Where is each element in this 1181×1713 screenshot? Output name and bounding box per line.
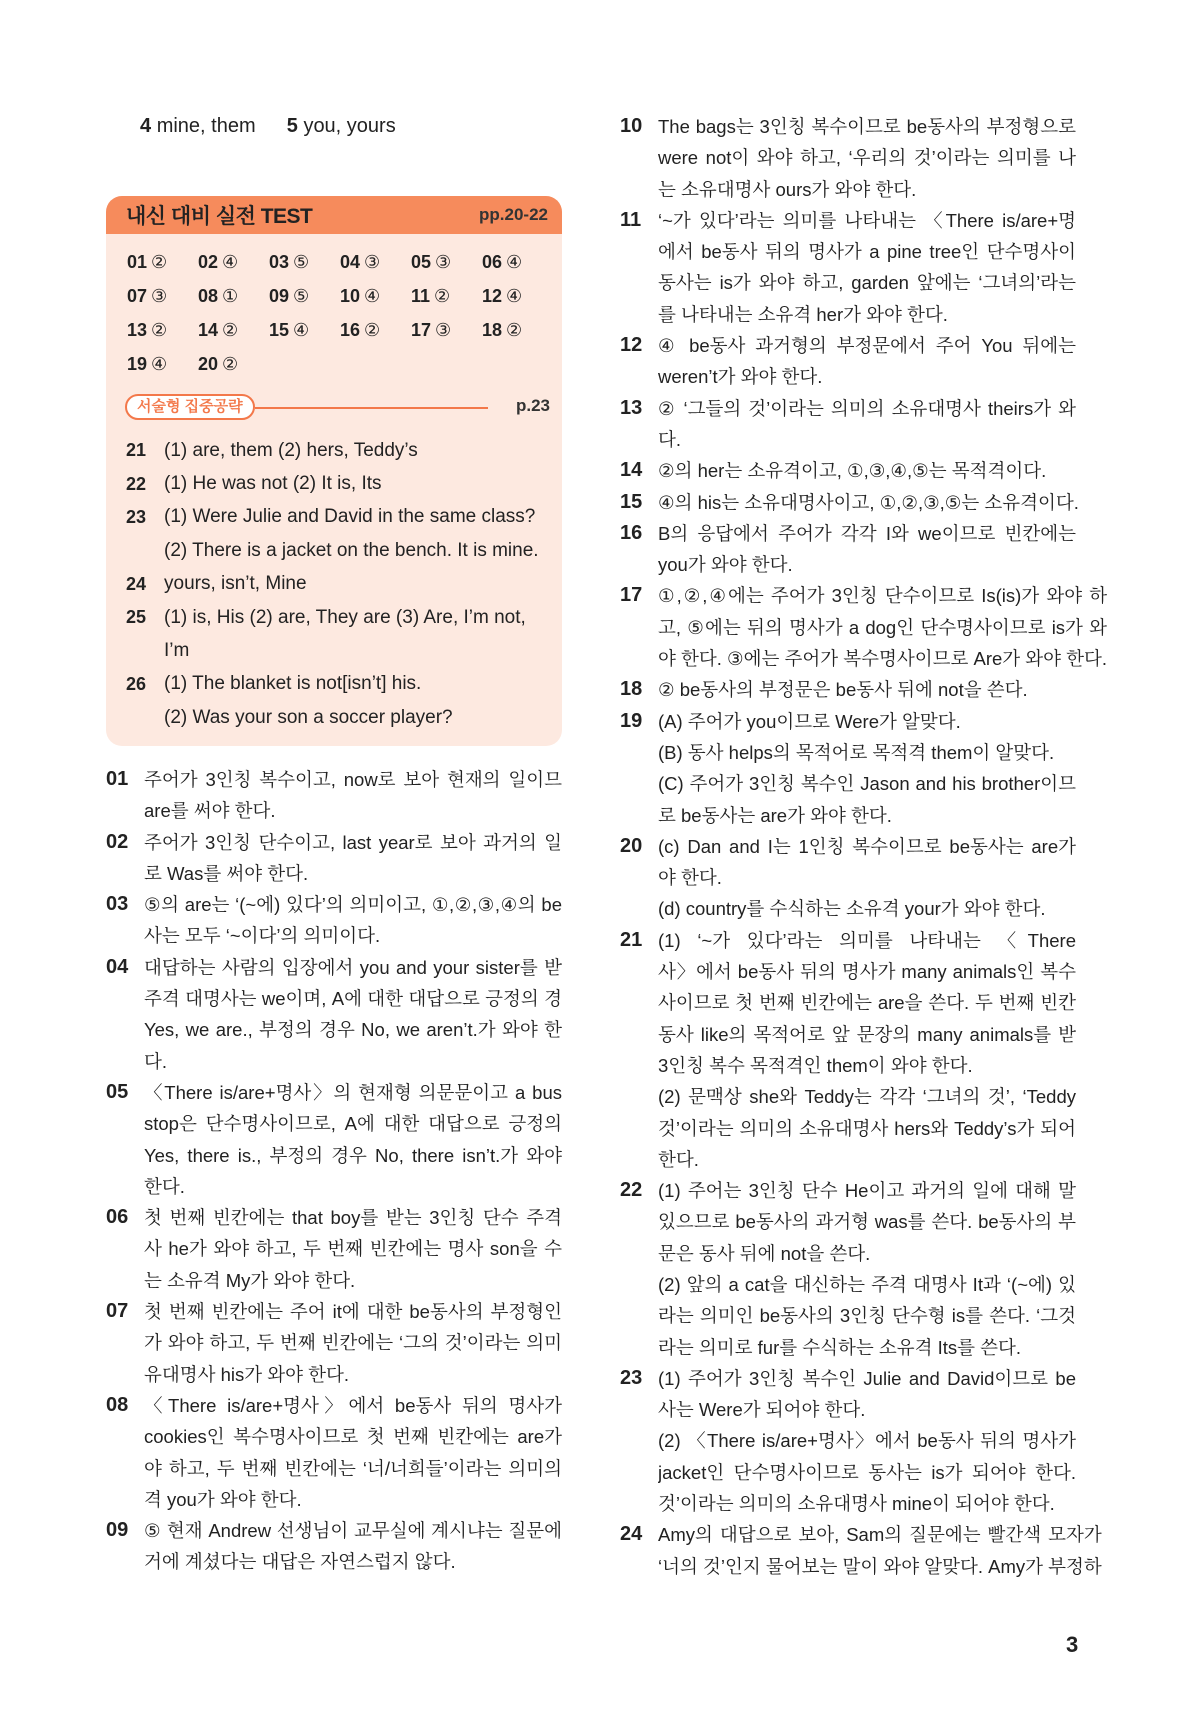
explanation-item — [620, 205, 1076, 330]
answer-text: mine, them — [156, 115, 256, 137]
answer-number: 17 — [411, 320, 432, 340]
explanation-line: (B) 동사 helps의 목적어로 목적격 them이 알맞다. — [658, 741, 1055, 763]
explanation-number: 24 — [620, 1523, 643, 1546]
explanation-line: (1) 주어가 3인칭 복수인 Julie and David이므로 be — [658, 1367, 1076, 1389]
written-answer-row — [126, 501, 546, 534]
answer-number: 02 — [198, 252, 219, 272]
answer-choice: ④ — [151, 354, 168, 374]
explanation-line: 있으므로 be동사의 과거형 was를 쓴다. be동사의 부 — [658, 1211, 1076, 1233]
answer-number: 15 — [269, 320, 290, 340]
explanation-line: (C) 주어가 3인칭 복수인 Jason and his brother이므 — [658, 773, 1076, 795]
explanation-line: (2) 문맥상 she와 Teddy는 각각 ‘그녀의 것’, ‘Teddy — [658, 1086, 1076, 1108]
section-page: p.23 — [515, 396, 550, 415]
answer-cell — [198, 320, 269, 343]
answer-text: (1) are, them (2) hers, Teddy’s — [164, 439, 418, 461]
explanation-line: were not이 와야 하고, ‘우리의 것’이라는 의미를 나 — [658, 147, 1076, 169]
answer-number: 5 — [286, 115, 298, 137]
answer-choice: ② — [222, 354, 239, 374]
explanation-line: 동사 like의 목적어로 앞 문장의 many animals를 받 — [658, 1023, 1076, 1045]
explanation-number: 21 — [620, 928, 643, 951]
answer-text: you, yours — [303, 115, 396, 137]
explanation-line: ② ‘그들의 것’이라는 의미의 소유대명사 theirs가 와 — [658, 397, 1076, 419]
explanation-line: (A) 주어가 you이므로 Were가 알맞다. — [658, 710, 961, 732]
explanation-line: 사〉에서 be동사 뒤의 명사가 many animals인 복수 — [658, 961, 1076, 983]
answer-choice: ③ — [151, 286, 168, 306]
explanation-line: Amy의 대답으로 보아, Sam의 질문에는 빨간색 모자가 — [658, 1524, 1102, 1546]
answer-choice: ② — [222, 320, 239, 340]
explanation-line: 〈There is/are+명사〉의 현재형 의문문이고 a bus — [144, 1081, 562, 1103]
explanation-line: you가 와야 한다. — [658, 554, 793, 576]
answer-choice: ④ — [506, 252, 523, 272]
answer-cell — [482, 286, 553, 309]
test-box-header — [106, 196, 562, 234]
answer-cell — [198, 354, 269, 377]
explanation-line: 첫 번째 빈칸에는 that boy를 받는 3인칭 단수 주격 — [144, 1207, 562, 1229]
explanation-item — [106, 764, 562, 827]
explanation-line: 를 나타내는 소유격 her가 와야 한다. — [658, 303, 948, 325]
explanation-number: 18 — [620, 678, 643, 701]
explanation-line: The bags는 3인칭 복수이므로 be동사의 부정형으로 — [658, 116, 1076, 137]
explanation-number: 23 — [620, 1366, 643, 1389]
explanation-line: 야 한다. — [658, 867, 722, 889]
explanation-line: 에서 be동사 뒤의 명사가 a pine tree인 단수명사이 — [658, 241, 1076, 263]
explanation-number: 22 — [620, 1179, 643, 1202]
written-answer-row — [126, 467, 546, 500]
answer-number: 11 — [411, 286, 431, 306]
page-number: 3 — [1066, 1632, 1079, 1657]
answer-number: 13 — [127, 320, 148, 340]
explanation-line: 격 you가 와야 한다. — [144, 1488, 302, 1510]
answer-choice: ④ — [364, 286, 381, 306]
answer-choice: ② — [151, 252, 168, 272]
explanation-item — [106, 1515, 562, 1578]
explanation-item — [106, 952, 562, 1077]
answer-grid — [127, 252, 547, 377]
explanation-item — [620, 518, 1076, 581]
explanation-text — [144, 1390, 562, 1515]
explanation-text — [658, 1519, 1102, 1582]
answer-text: I’m — [164, 640, 190, 662]
explanation-text — [658, 205, 1076, 330]
explanation-number: 01 — [106, 768, 129, 790]
answer-text: yours, isn’t, Mine — [164, 573, 307, 595]
answer-number: 14 — [198, 320, 219, 340]
explanation-line: ②의 her는 소유격이고, ①,③,④,⑤는 목적격이다. — [658, 460, 1047, 482]
answer-cell — [269, 320, 340, 343]
answer-cell — [411, 320, 482, 343]
explanation-line: ⑤ 현재 Andrew 선생님이 교무실에 계시냐는 질문에 — [144, 1520, 562, 1542]
answer-cell — [269, 286, 340, 309]
test-box-title: 내신 대비 실전 TEST — [126, 205, 313, 228]
explanation-line: 는 소유격 My가 와야 한다. — [144, 1269, 356, 1291]
answer-number: 05 — [411, 252, 432, 272]
explanation-number: 05 — [106, 1080, 129, 1103]
answer-choice: ⑤ — [293, 286, 310, 306]
answer-number: 23 — [126, 506, 147, 527]
explanation-text — [658, 706, 1076, 831]
explanation-line: jacket인 단수명사이므로 동사는 is가 되어야 한다. — [658, 1461, 1076, 1483]
explanation-line: 사 he가 와야 하고, 두 번째 빈칸에는 명사 son을 수 — [144, 1238, 562, 1260]
explanation-line: ①,②,④에는 주어가 3인칭 단수이므로 Is(is)가 와야 하 — [658, 585, 1108, 607]
explanation-line: (2) 앞의 a cat을 대신하는 주격 대명사 It과 ‘(~에) 있 — [658, 1273, 1076, 1295]
answer-number: 03 — [269, 252, 290, 272]
explanation-line: (1) ‘~가 있다’라는 의미를 나타내는 〈There — [658, 929, 1076, 951]
explanation-line: 〈There is/are+명사〉에서 be동사 뒤의 명사가 — [144, 1394, 562, 1416]
explanation-line: 주어가 3인칭 복수이고, now로 보아 현재의 일이므 — [144, 769, 562, 790]
explanation-text — [144, 827, 562, 890]
explanation-line: 는 소유대명사 ours가 와야 한다. — [658, 178, 917, 200]
answer-number: 24 — [126, 573, 147, 594]
answer-choice: ③ — [435, 252, 452, 272]
explanation-number: 19 — [620, 709, 643, 732]
explanation-line: 로 Was를 써야 한다. — [144, 862, 309, 884]
answer-choice: ③ — [435, 320, 452, 340]
answer-cell — [482, 252, 553, 275]
explanation-line: 유대명사 his가 와야 한다. — [144, 1363, 350, 1385]
written-answer-row — [126, 601, 546, 634]
explanation-number: 02 — [106, 830, 129, 853]
answer-cell — [127, 320, 198, 343]
explanation-item — [620, 674, 1076, 705]
section-divider — [125, 394, 550, 420]
explanation-line: 다. — [144, 1050, 168, 1072]
explanation-line: (2) 〈There is/are+명사〉에서 be동사 뒤의 명사가 — [658, 1430, 1076, 1452]
answer-number: 18 — [482, 320, 503, 340]
explanation-text — [658, 925, 1076, 1175]
answer-cell — [198, 286, 269, 309]
explanation-item — [620, 487, 1079, 518]
explanation-item — [620, 1363, 1076, 1519]
explanation-number: 06 — [106, 1206, 129, 1229]
explanation-line: ④의 his는 소유대명사이고, ①,②,③,⑤는 소유격이다. — [658, 491, 1079, 513]
explanation-text — [658, 1175, 1076, 1363]
explanation-item — [620, 393, 1076, 456]
written-answers — [126, 434, 546, 735]
answer-number: 04 — [340, 252, 361, 272]
answer-cell — [269, 252, 340, 275]
explanation-item — [106, 1390, 562, 1515]
explanation-line: 3인칭 복수 목적격인 them이 와야 한다. — [658, 1054, 973, 1076]
answer-number: 06 — [482, 252, 503, 272]
answer-cell — [340, 286, 411, 309]
explanation-text — [144, 764, 562, 827]
explanation-line: ‘너의 것’인지 물어보는 말이 와야 알맞다. Amy가 부정하 — [658, 1555, 1102, 1577]
divider-line — [255, 407, 488, 409]
explanation-line: ⑤의 are는 ‘(~에) 있다’의 의미이고, ①,②,③,④의 be — [144, 894, 562, 916]
explanation-line: stop은 단수명사이므로, A에 대한 대답으로 긍정의 — [144, 1113, 562, 1135]
explanation-number: 08 — [106, 1393, 129, 1416]
written-answer-row — [126, 568, 546, 601]
explanation-item — [620, 111, 1076, 205]
answer-text: (2) Was your son a soccer player? — [164, 706, 453, 728]
explanation-line: are를 써야 한다. — [144, 800, 276, 822]
explanation-line: 것’이라는 의미의 소유대명사 hers와 Teddy’s가 되어 — [658, 1117, 1076, 1139]
answer-cell — [411, 252, 482, 275]
answer-choice: ④ — [293, 320, 310, 340]
explanation-line: 라는 의미인 be동사의 3인칭 단수형 is를 쓴다. ‘그것 — [658, 1305, 1076, 1327]
answer-choice: ② — [434, 286, 451, 306]
written-answer-row — [126, 434, 546, 467]
explanations-right-column — [620, 111, 1108, 1582]
explanation-text — [144, 1515, 562, 1578]
explanation-line: 주격 대명사는 we이며, A에 대한 대답으로 긍정의 경 — [144, 988, 562, 1010]
answer-number: 07 — [127, 286, 148, 306]
explanation-number: 09 — [106, 1519, 129, 1542]
explanation-item — [106, 1202, 562, 1296]
answer-choice: ② — [151, 320, 168, 340]
written-answer-row — [126, 534, 546, 567]
answer-number: 21 — [126, 440, 147, 461]
explanation-item — [620, 706, 1076, 831]
explanation-item — [620, 580, 1108, 674]
explanation-text — [658, 111, 1076, 205]
answer-cell — [127, 354, 198, 377]
explanation-text — [144, 1202, 562, 1296]
answer-number: 19 — [127, 354, 148, 374]
explanation-line: 첫 번째 빈칸에는 주어 it에 대한 be동사의 부정형인 — [144, 1301, 562, 1323]
answer-text: (1) Were Julie and David in the same class? — [164, 506, 536, 528]
explanation-item — [620, 330, 1076, 393]
explanation-line: 사이므로 첫 번째 빈칸에는 are을 쓴다. 두 번째 빈칸 — [658, 992, 1076, 1014]
answer-number: 4 — [140, 115, 152, 137]
explanation-item — [106, 1077, 562, 1202]
explanation-line: 한다. — [658, 1148, 699, 1170]
answer-cell — [127, 252, 198, 275]
answer-cell — [127, 286, 198, 309]
explanation-number: 07 — [106, 1300, 129, 1323]
answer-number: 10 — [340, 286, 361, 306]
explanation-number: 10 — [620, 115, 643, 137]
explanation-line: 사는 Were가 되어야 한다. — [658, 1399, 866, 1421]
explanation-text — [658, 1363, 1076, 1519]
answer-choice: ② — [364, 320, 381, 340]
explanation-line: 다. — [658, 428, 682, 450]
explanation-line: 고, ⑤에는 뒤의 명사가 a dog인 단수명사이므로 is가 와 — [658, 616, 1108, 638]
explanation-item — [106, 889, 562, 952]
section-label: 서술형 집중공략 — [125, 394, 255, 420]
written-answer-row — [126, 701, 546, 734]
answer-number: 25 — [126, 607, 147, 628]
explanation-line: 라는 의미로 fur를 수식하는 소유격 Its를 쓴다. — [658, 1336, 1022, 1358]
explanation-line: 동사는 is가 와야 하고, garden 앞에는 ‘그녀의’라는 — [658, 272, 1076, 294]
explanation-line: cookies인 복수명사이므로 첫 번째 빈칸에는 are가 — [144, 1426, 562, 1448]
explanation-line: 로 be동사는 are가 와야 한다. — [658, 804, 892, 826]
explanation-line: 야 한다. ③에는 주어가 복수명사이므로 Are가 와야 한다. — [658, 648, 1108, 670]
explanation-number: 12 — [620, 334, 643, 357]
answer-text: (1) He was not (2) It is, Its — [164, 473, 382, 495]
explanation-line: 사는 모두 ‘~이다’의 의미이다. — [144, 925, 381, 947]
explanation-line: 주어가 3인칭 단수이고, last year로 보아 과거의 일 — [144, 831, 562, 853]
answer-cell — [198, 252, 269, 275]
explanation-text — [658, 674, 1076, 705]
answer-text: (1) The blanket is not[isn’t] his. — [164, 673, 422, 695]
explanation-line: 한다. — [144, 1175, 185, 1197]
explanation-item — [106, 1296, 562, 1390]
answer-number: 20 — [198, 354, 219, 374]
explanation-line: 문은 동사 뒤에 not을 쓴다. — [658, 1242, 871, 1264]
explanation-text — [144, 1296, 562, 1390]
explanation-text — [658, 831, 1076, 925]
explanation-text — [658, 330, 1076, 393]
explanation-line: 가 와야 하고, 두 번째 빈칸에는 ‘그의 것’이라는 의미 — [144, 1332, 562, 1354]
answer-number: 12 — [482, 286, 503, 306]
explanations-left-column — [106, 764, 562, 1578]
answer-number: 09 — [269, 286, 290, 306]
explanation-text — [658, 580, 1107, 674]
explanation-line: (d) country를 수식하는 소유격 your가 와야 한다. — [658, 898, 1046, 920]
explanation-line: (c) Dan and I는 1인칭 복수이므로 be동사는 are가 — [658, 835, 1076, 857]
explanation-line: Yes, there is., 부정의 경우 No, there isn’t.가 와야 — [144, 1144, 562, 1166]
answer-cell — [411, 286, 482, 309]
answer-choice: ④ — [222, 252, 239, 272]
explanation-number: 13 — [620, 396, 643, 419]
answer-choice: ⑤ — [293, 252, 310, 272]
answer-number: 16 — [340, 320, 361, 340]
answer-number: 26 — [126, 673, 147, 694]
answer-choice: ① — [222, 286, 239, 306]
explanation-text — [658, 393, 1076, 456]
explanation-item — [620, 1519, 1102, 1582]
explanation-line: weren’t가 와야 한다. — [658, 366, 823, 388]
explanation-number: 14 — [620, 459, 643, 482]
answer-number: 22 — [126, 473, 147, 494]
explanation-line: 대답하는 사람의 입장에서 you and your sister를 받 — [144, 956, 562, 978]
explanation-line: Yes, we are., 부정의 경우 No, we aren’t.가 와야 한 — [144, 1019, 562, 1041]
explanation-line: B의 응답에서 주어가 각각 I와 we이므로 빈칸에는 — [658, 522, 1076, 544]
answer-choice: ② — [506, 320, 523, 340]
explanation-text — [658, 455, 1076, 486]
explanation-number: 17 — [620, 584, 643, 607]
explanation-text — [144, 889, 562, 952]
explanation-item — [620, 1175, 1076, 1363]
explanation-line: ‘~가 있다’라는 의미를 나타내는 〈There is/are+명 — [658, 209, 1076, 231]
answer-choice: ④ — [506, 286, 523, 306]
written-answer-row — [126, 668, 546, 701]
answer-number: 01 — [127, 252, 148, 272]
explanation-text — [658, 518, 1076, 581]
explanation-number: 15 — [620, 490, 643, 513]
explanation-line: 것’이라는 의미의 소유대명사 mine이 되어야 한다. — [658, 1493, 1055, 1515]
explanation-number: 16 — [620, 521, 643, 544]
explanation-line: (1) 주어는 3인칭 단수 He이고 과거의 일에 대해 말 — [658, 1180, 1076, 1202]
explanation-line: ② be동사의 부정문은 be동사 뒤에 not을 쓴다. — [658, 679, 1028, 701]
written-answer-row — [126, 634, 546, 667]
explanation-text — [144, 952, 562, 1077]
explanation-item — [620, 831, 1076, 925]
test-answer-box — [106, 196, 562, 746]
answer-number: 08 — [198, 286, 219, 306]
explanation-number: 03 — [106, 893, 129, 916]
answer-cell — [340, 320, 411, 343]
answer-text: (2) There is a jacket on the bench. It is mine. — [164, 539, 539, 561]
explanation-text — [658, 487, 1079, 518]
explanation-text — [144, 1077, 562, 1202]
answer-cell — [340, 252, 411, 275]
explanation-line: ④ be동사 과거형의 부정문에서 주어 You 뒤에는 — [658, 335, 1076, 357]
answer-cell — [482, 320, 553, 343]
explanation-item — [620, 925, 1076, 1175]
explanation-number: 11 — [620, 208, 642, 231]
answer-text: (1) is, His (2) are, They are (3) Are, I’m not, — [164, 606, 526, 628]
explanation-line: 거에 계셨다는 대답은 자연스럽지 않다. — [144, 1551, 456, 1573]
explanation-number: 04 — [106, 955, 129, 978]
explanation-number: 20 — [620, 834, 643, 857]
explanation-item — [620, 455, 1076, 486]
explanation-line: 야 하고, 두 번째 빈칸에는 ‘너/너희들’이라는 의미의 — [144, 1457, 562, 1479]
answer-choice: ③ — [364, 252, 381, 272]
explanation-item — [106, 827, 562, 890]
test-box-pages: pp.20-22 — [479, 205, 548, 224]
previous-answers — [140, 115, 396, 138]
